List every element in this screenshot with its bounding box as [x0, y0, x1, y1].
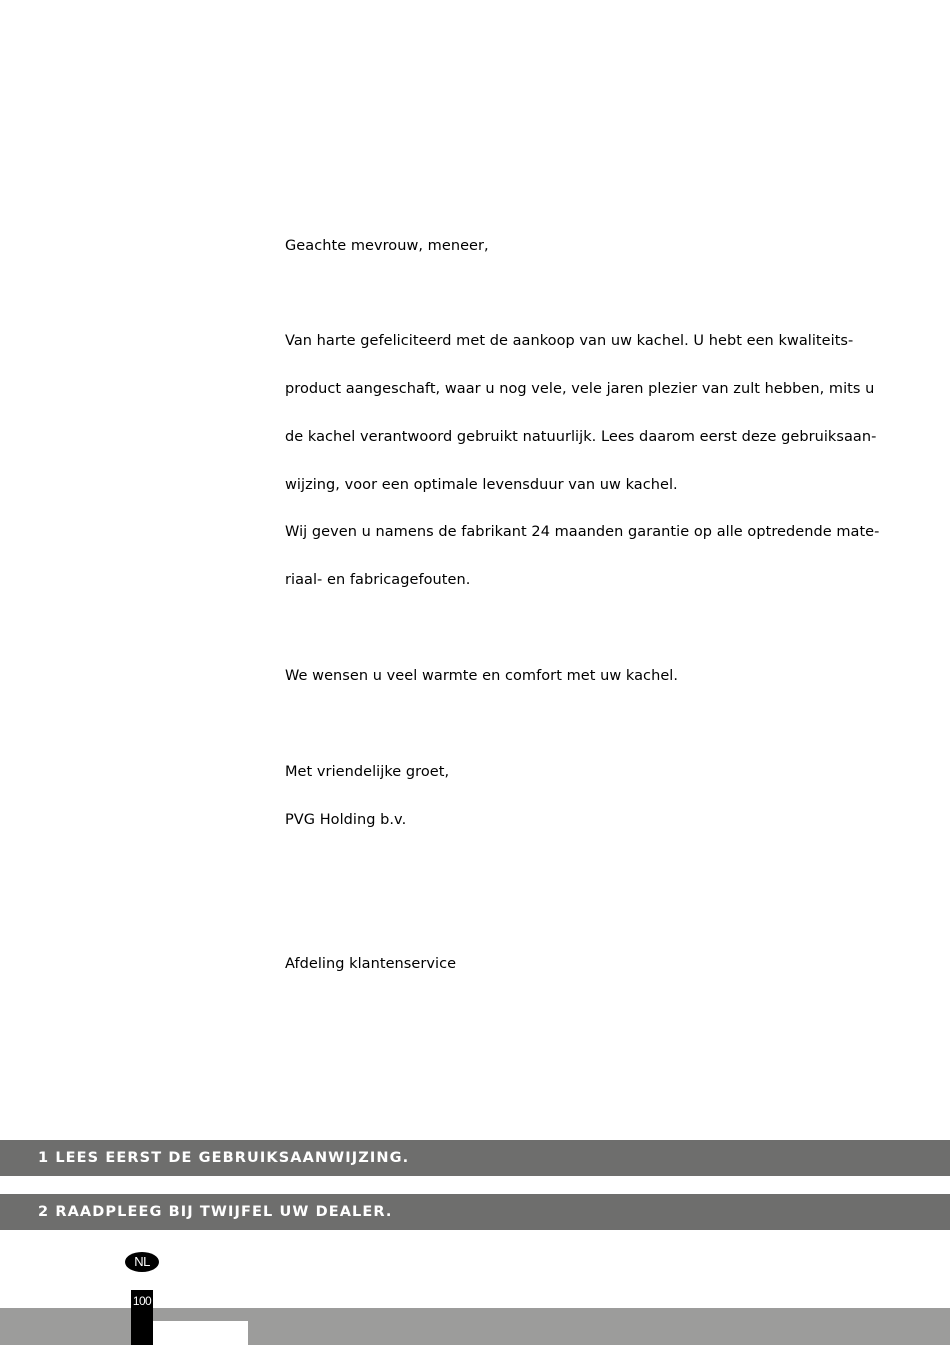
- department-name: Afdeling klantenservice: [285, 956, 457, 972]
- paragraph-line: wijzing, voor een optimale levensduur van uw kachel.: [285, 477, 678, 493]
- closing-line: Met vriendelijke groet,: [285, 764, 450, 780]
- language-badge: NL: [125, 1252, 159, 1272]
- paragraph-line: riaal- en fabricagefouten.: [285, 572, 471, 588]
- paragraph-line: Van harte gefeliciteerd met de aankoop van uw kachel. U hebt een kwaliteits-: [285, 333, 854, 349]
- page-number: 100: [132, 1294, 152, 1308]
- company-name: PVG Holding b.v.: [285, 812, 407, 828]
- salutation: Geachte mevrouw, meneer,: [285, 238, 489, 254]
- wish-line: We wensen u veel warmte en comfort met uw kachel.: [285, 668, 679, 684]
- notice-consult-dealer: 2 RAADPLEEG BIJ TWIJFEL UW DEALER.: [0, 1194, 950, 1230]
- paragraph-line: product aangeschaft, waar u nog vele, vele jaren plezier van zult hebben, mits u: [285, 381, 875, 397]
- paragraph-line: de kachel verantwoord gebruikt natuurlijk. Lees daarom eerst deze gebruiksaan-: [285, 429, 877, 445]
- paragraph-line: Wij geven u namens de fabrikant 24 maanden garantie op alle optredende mate-: [285, 524, 880, 540]
- notice-read-manual: 1 LEES EERST DE GEBRUIKSAANWIJZING.: [0, 1140, 950, 1176]
- footer-white-strip: [153, 1321, 248, 1345]
